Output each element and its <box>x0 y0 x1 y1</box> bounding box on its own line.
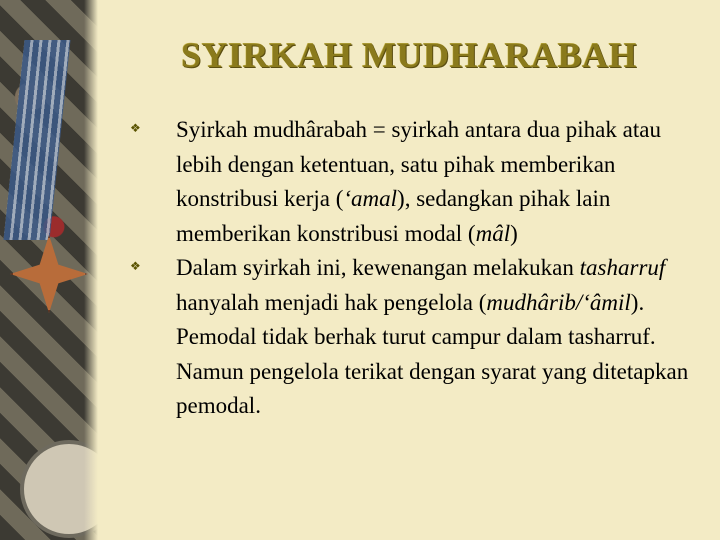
bullet-list <box>130 113 700 424</box>
bullet-text-part: ), sedangkan pihak lain memberikan konstribusi modal ( <box>176 186 611 246</box>
bullet-text-italic: mâl <box>475 220 511 246</box>
bullet-item <box>130 113 700 251</box>
bullet-text-part: ) <box>510 220 518 246</box>
bullet-item <box>130 251 700 424</box>
bullet-text <box>176 117 661 246</box>
decorative-sidebar-image <box>0 0 98 540</box>
diamond-bullet-icon: ❖ <box>130 259 141 273</box>
bullet-text-part: hanyalah menjadi hak pengelola ( <box>176 289 487 315</box>
bullet-text-italic: ‘amal <box>343 186 398 211</box>
slide-title: SYIRKAH MUDHARABAH <box>180 35 637 75</box>
medal-ribbon-graphic <box>3 40 70 240</box>
bullet-text-part: Dalam syirkah ini, kewenangan melakukan <box>176 255 580 280</box>
bullet-text-part: ). Pemodal tidak berhak turut campur dalam tasharruf. Namun pengelola terikat dengan syarat yang ditetapkan pemodal. <box>176 289 689 418</box>
medal-cross-graphic <box>10 235 88 313</box>
bullet-text <box>176 255 688 418</box>
bullet-text-part: Syirkah mudhârabah = syirkah antara dua pihak atau lebih dengan ketentuan, satu pihak memberikan konstribusi kerja ( <box>176 117 661 211</box>
diamond-bullet-icon: ❖ <box>130 121 141 135</box>
compass-graphic <box>20 440 98 538</box>
bullet-text-italic: mudhârib/‘âmil <box>486 289 631 315</box>
bullet-text-italic: tasharruf <box>579 255 666 280</box>
